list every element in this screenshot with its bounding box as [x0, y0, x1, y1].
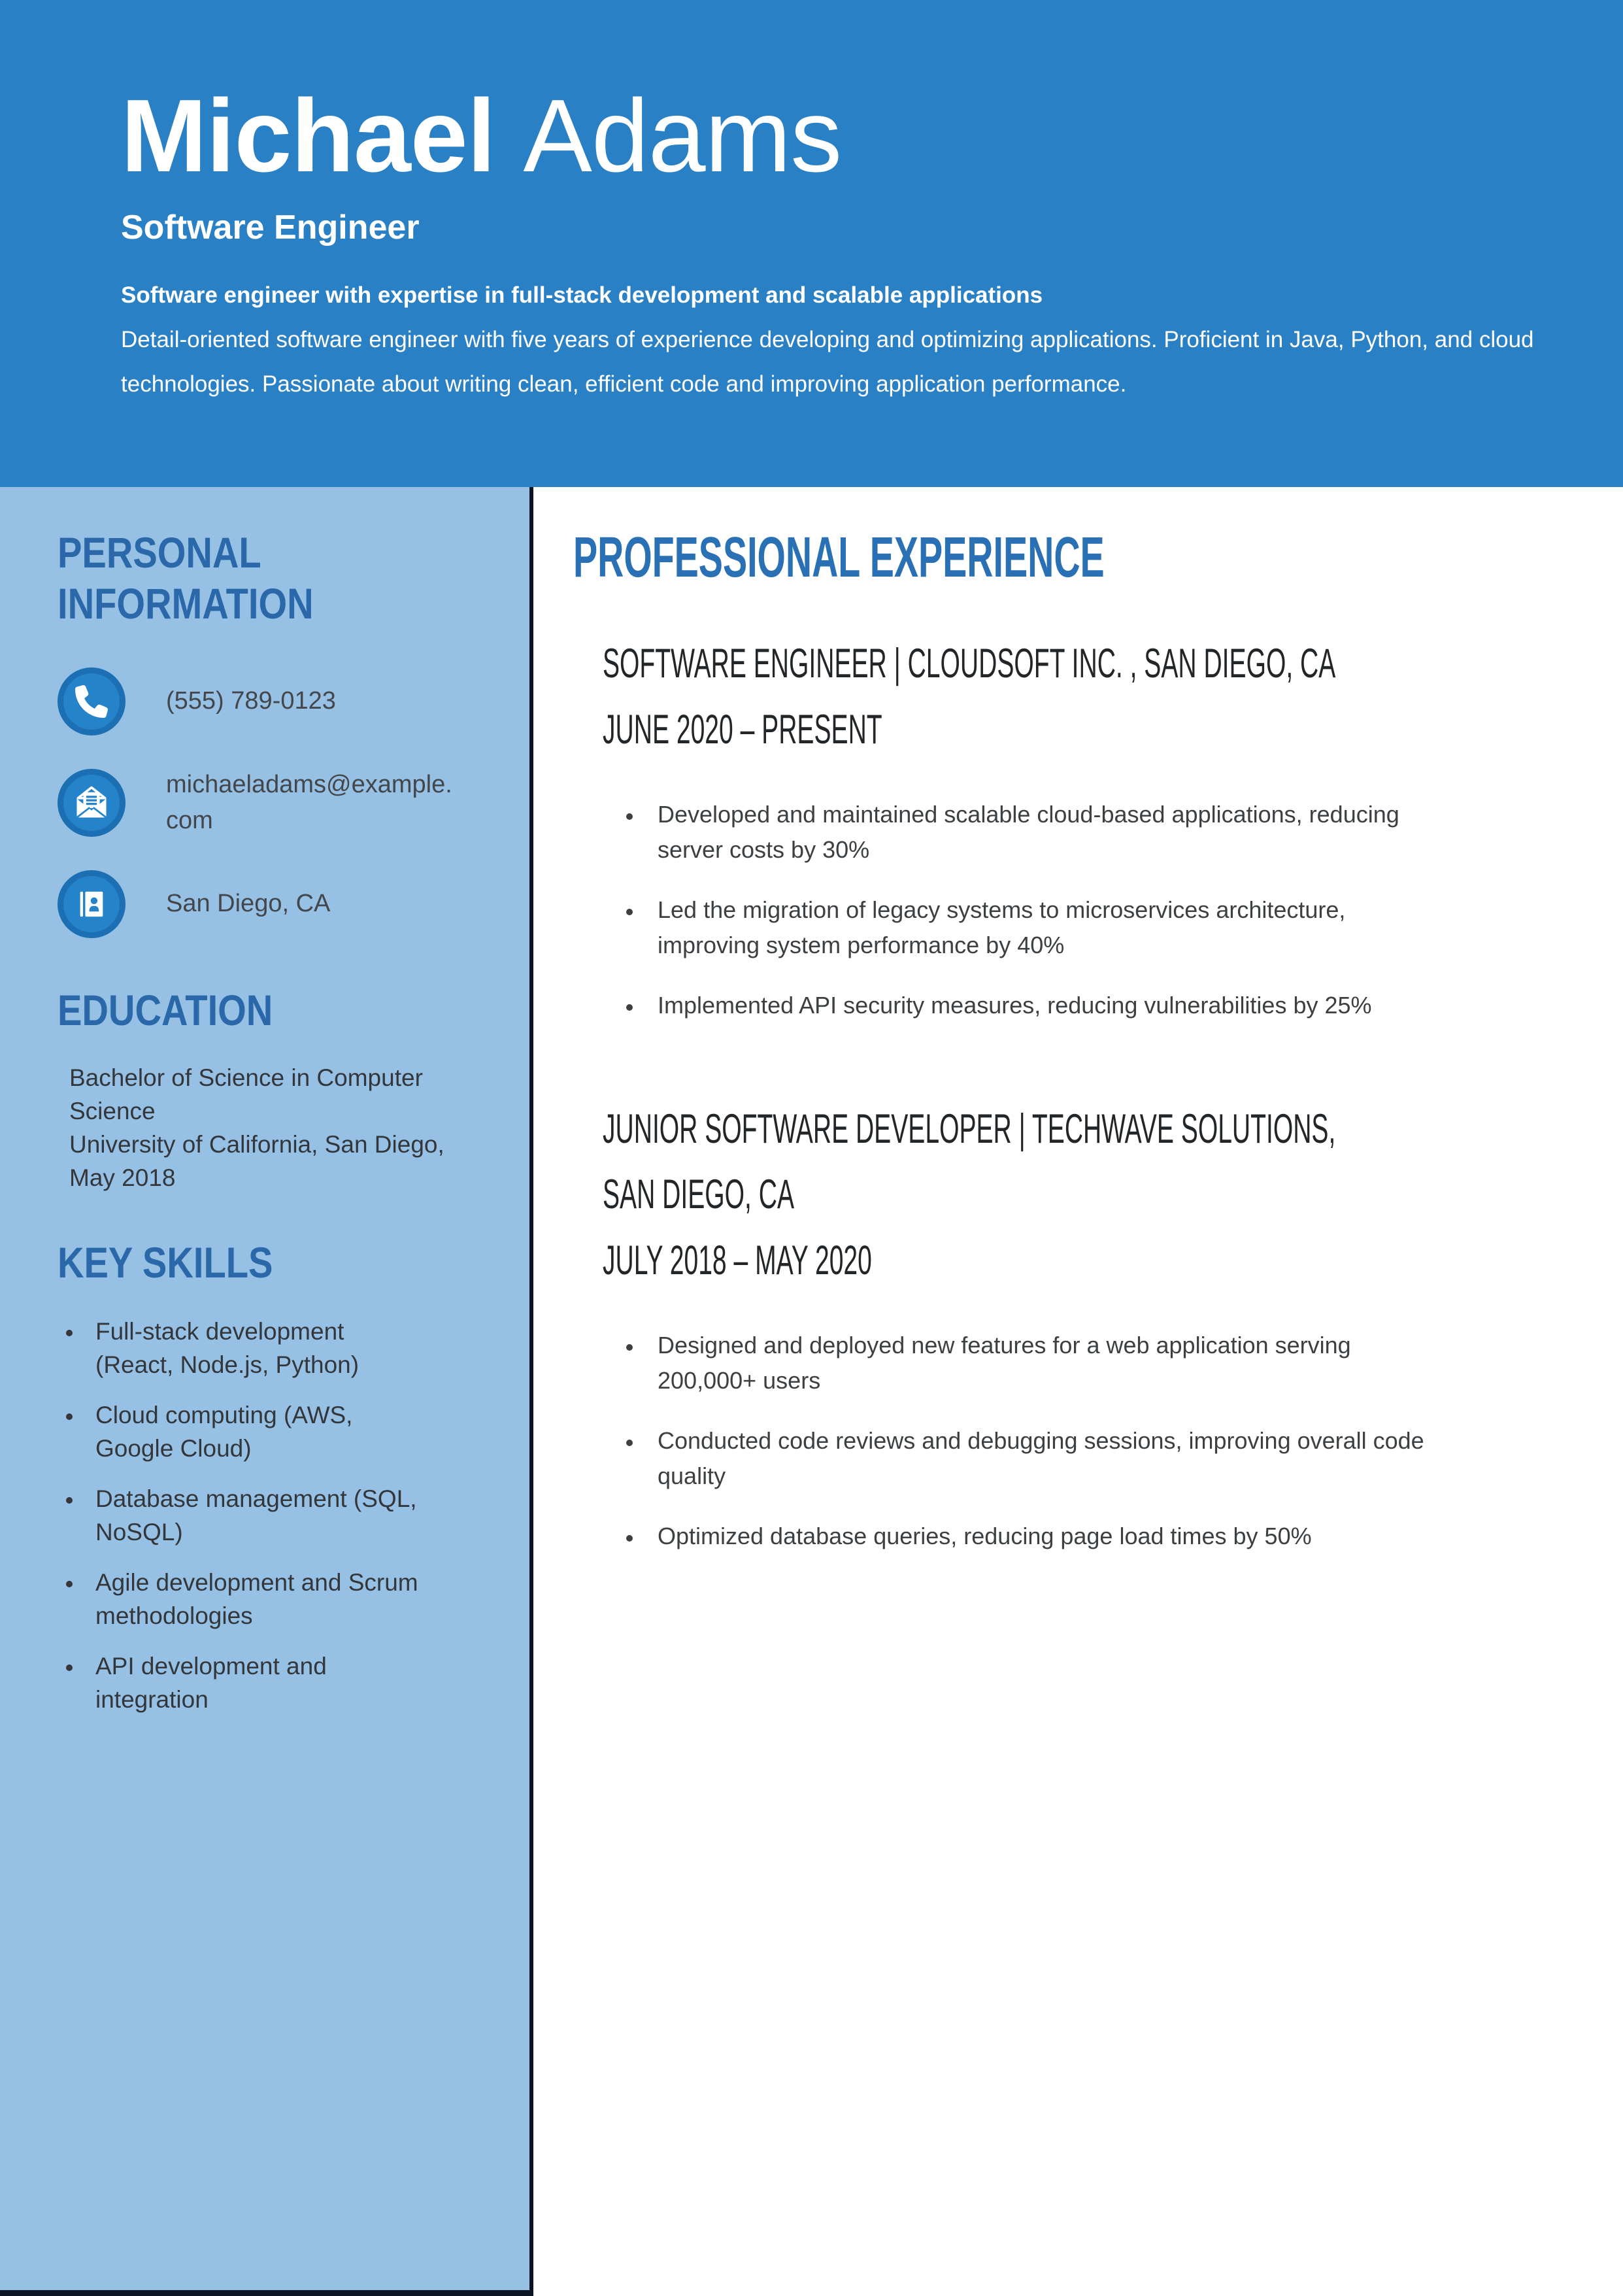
skills-list	[84, 1315, 424, 1716]
header	[0, 0, 1623, 487]
education-degree: Bachelor of Science in Computer Science	[69, 1064, 423, 1124]
education-text	[69, 1061, 455, 1194]
job-dates: JUNE 2020 – PRESENT	[603, 706, 882, 752]
job-entry	[603, 631, 1623, 1023]
education-school: University of California, San Diego, May 2018	[69, 1130, 444, 1191]
job-head	[603, 631, 1393, 763]
contact-card-icon	[58, 870, 125, 938]
job-title: SOFTWARE ENGINEER | CLOUDSOFT INC. , SAN DIEGO, CA	[603, 641, 1336, 687]
bullet-item: • Conducted code reviews and debugging sessions, improving overall code quality	[643, 1423, 1437, 1494]
skill-item: • Full-stack development (React, Node.js, Python)	[84, 1315, 424, 1381]
bullet-item: • Developed and maintained scalable cloud-based applications, reducing server costs by 30%	[643, 797, 1437, 868]
bullet-item: • Implemented API security measures, reducing vulnerabilities by 25%	[643, 988, 1437, 1023]
skill-item: • Database management (SQL, NoSQL)	[84, 1482, 424, 1549]
summary	[121, 273, 1546, 407]
location-value: San Diego, CA	[166, 890, 331, 918]
job-bullets	[643, 797, 1437, 1023]
phone-icon	[58, 667, 125, 735]
email-value: michaeladams@example.com	[166, 770, 452, 834]
contact-list	[58, 667, 490, 938]
phone-value: (555) 789-0123	[166, 687, 336, 715]
page-title	[121, 77, 1512, 196]
education-section	[58, 985, 490, 1194]
sidebar	[0, 487, 529, 2296]
skill-item: • Agile development and Scrum methodologies	[84, 1566, 424, 1632]
personal-information-title: PERSONAL INFORMATION	[58, 528, 314, 628]
location-row	[58, 870, 490, 938]
sidebar-bottom-edge	[0, 2290, 533, 2296]
experience-section	[533, 487, 1623, 2296]
email-row	[58, 767, 490, 839]
first-name: Michael	[121, 78, 495, 194]
bullet-item: • Optimized database queries, reducing page load times by 50%	[643, 1519, 1437, 1554]
job-bullets	[643, 1328, 1437, 1554]
key-skills-section	[58, 1238, 490, 1716]
job-entry	[603, 1096, 1623, 1554]
experience-title: PROFESSIONAL EXPERIENCE	[573, 526, 1105, 589]
personal-information-section	[58, 528, 490, 938]
bullet-item: • Led the migration of legacy systems to microservices architecture, improving system performance by 40%	[643, 892, 1437, 963]
job-head	[603, 1096, 1393, 1294]
skill-item: • API development and integration	[84, 1649, 424, 1716]
last-name: Adams	[523, 78, 842, 194]
role-title: Software Engineer	[121, 208, 420, 246]
bullet-item: • Designed and deployed new features for a web application serving 200,000+ users	[643, 1328, 1437, 1398]
summary-body: Detail-oriented software engineer with five years of experience developing and optimizing applications. Proficient in Java, Python, and cloud technologies. Passionate about writing clean, efficient code and improving application performance.	[121, 326, 1534, 397]
summary-lead: Software engineer with expertise in full-stack development and scalable applications	[121, 282, 1043, 308]
education-title: EDUCATION	[58, 985, 273, 1034]
open-envelope-icon	[58, 769, 125, 837]
phone-row	[58, 667, 490, 735]
job-title: JUNIOR SOFTWARE DEVELOPER | TECHWAVE SOLUTIONS, SAN DIEGO, CA	[603, 1106, 1336, 1218]
job-dates: JULY 2018 – MAY 2020	[603, 1238, 872, 1284]
skill-item: • Cloud computing (AWS, Google Cloud)	[84, 1398, 424, 1465]
key-skills-title: KEY SKILLS	[58, 1238, 273, 1287]
